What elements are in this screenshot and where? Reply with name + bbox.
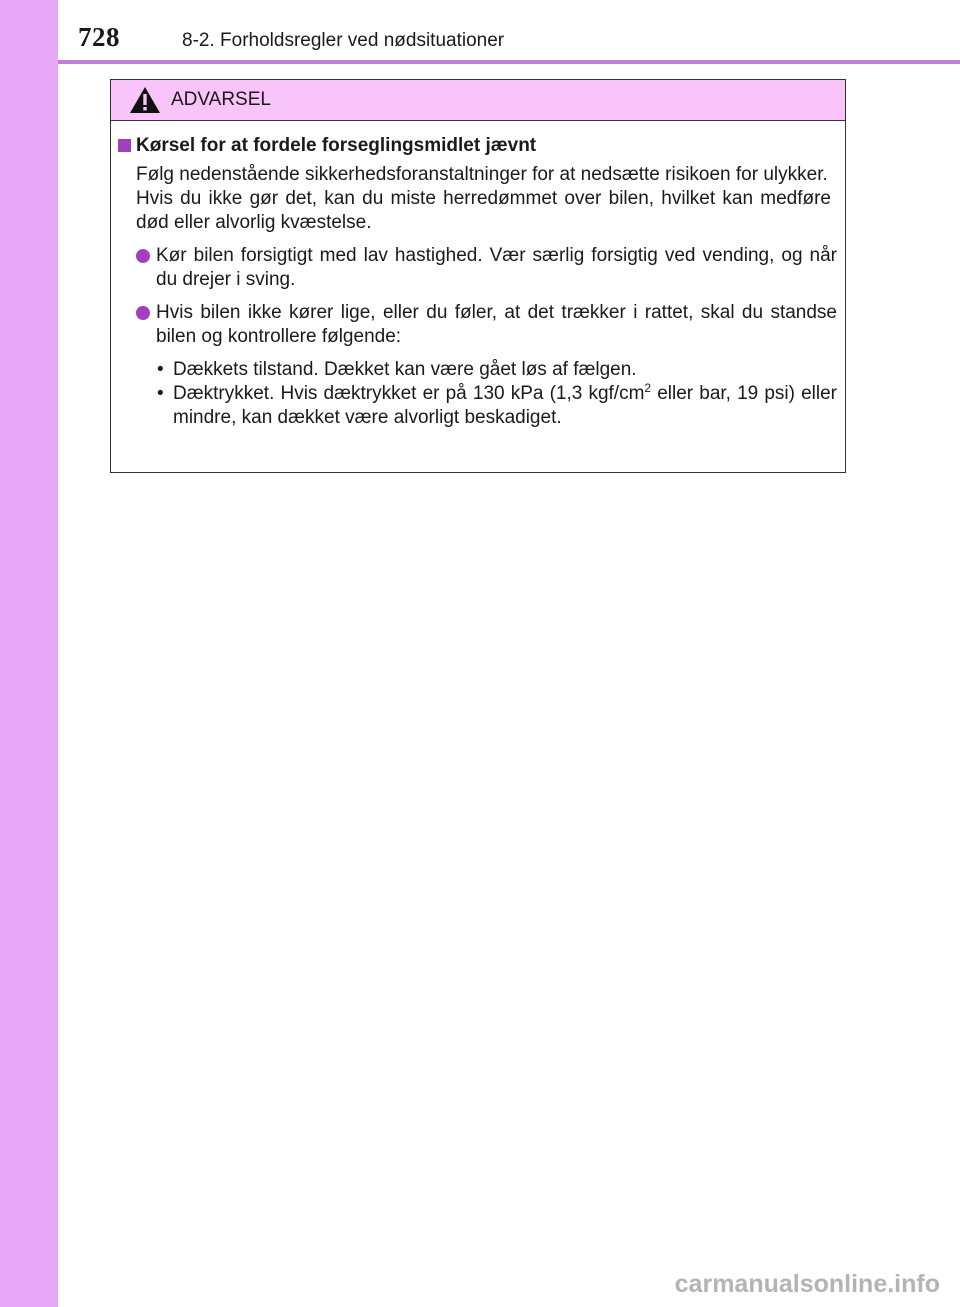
warning-header	[111, 80, 845, 121]
square-bullet-icon	[118, 139, 131, 152]
side-band	[0, 0, 58, 1307]
intro-paragraph: Hvis du ikke gør det, kan du miste herredømmet over bilen, hvilket kan medføre død eller alvorlig kvæstelse.	[136, 188, 831, 233]
section-title: 8-2. Forholdsregler ved nødsituationer	[182, 30, 505, 51]
sub-list-item-text-end: eller bar, 19 psi) eller mindre, kan dækket være alvorligt beskadiget.	[173, 383, 837, 428]
intro-text	[111, 163, 837, 235]
circle-bullet-icon	[136, 306, 150, 320]
warning-box	[110, 79, 846, 473]
sub-list-item	[111, 382, 837, 430]
warning-content	[111, 120, 845, 430]
sub-list-item	[111, 358, 837, 382]
list-item	[111, 301, 837, 349]
warning-label: ADVARSEL	[171, 89, 271, 110]
sub-list	[111, 358, 837, 430]
header-rule	[58, 60, 960, 64]
list-item	[111, 244, 837, 292]
subheading-text: Kørsel for at fordele forseglingsmidlet jævnt	[136, 135, 537, 156]
list-item-text: Kør bilen forsigtigt med lav hastighed. Vær særlig forsigtig ved vending, og når du drejer i sving.	[156, 245, 837, 290]
list-item-text: Hvis bilen ikke kører lige, eller du føler, at det trækker i rattet, skal du standse bilen og kontrollere følgende:	[156, 302, 837, 347]
intro-paragraph: Følg nedenstående sikkerhedsforanstaltninger for at nedsætte risikoen for ulykker.	[136, 164, 828, 185]
sub-list-item-text-start: Dæktrykket. Hvis dæktrykket er på 130 kPa (1,3 kgf/cm	[173, 383, 645, 404]
sub-list-item-text: Dækkets tilstand. Dækket kan være gået løs af fælgen.	[173, 359, 637, 380]
page-number: 728	[78, 22, 120, 52]
warning-subheading	[111, 134, 837, 158]
watermark: carmanualsonline.info	[674, 1270, 940, 1298]
superscript-two: 2	[644, 381, 652, 395]
circle-bullet-icon	[136, 249, 150, 263]
dot-bullet: •	[157, 383, 164, 404]
warning-triangle-icon	[129, 86, 161, 114]
dot-bullet: •	[157, 359, 164, 380]
